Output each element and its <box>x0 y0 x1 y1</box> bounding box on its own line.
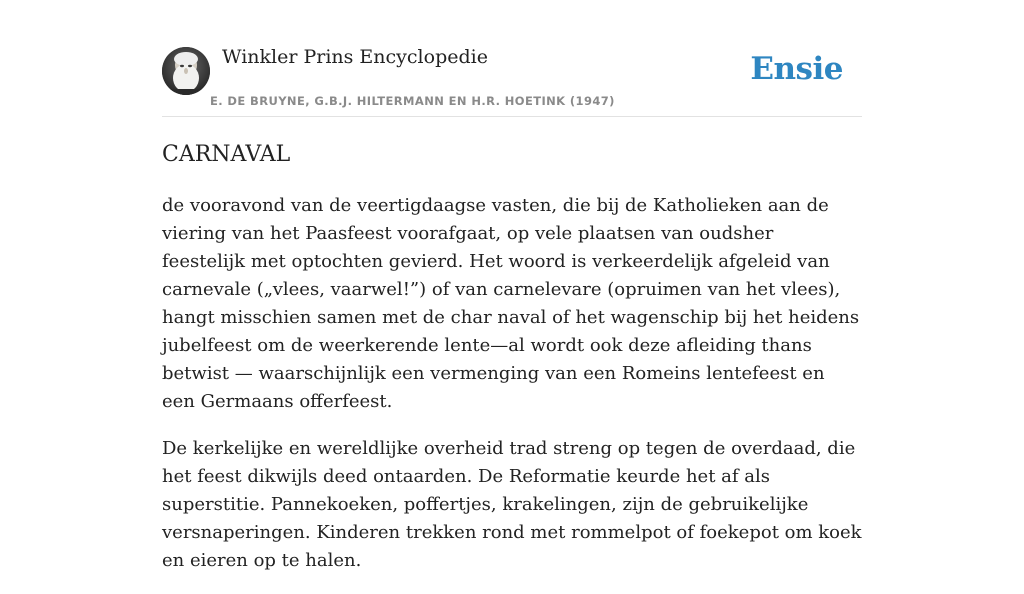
site-title[interactable]: Winkler Prins Encyclopedie <box>222 46 488 68</box>
avatar[interactable] <box>162 47 210 95</box>
header <box>162 0 862 117</box>
article-title: CARNAVAL <box>162 142 291 167</box>
article-body <box>162 192 862 594</box>
article-paragraph: De kerkelijke en wereldlijke overheid trad streng op tegen de overdaad, die het feest dikwijls deed ontaarden. De Reformatie keurde het af als superstitie. Pannekoeken, poffertjes, krakelingen, zijn de gebruikelijke versnaperingen. Kinderen trekken rond met rommelpot of foekepot om koek en eieren op te halen. <box>162 438 862 571</box>
brand-logo[interactable]: Ensie <box>750 51 843 87</box>
author-portrait-icon <box>162 47 210 95</box>
site-authors: E. DE BRUYNE, G.B.J. HILTERMANN EN H.R. HOETINK (1947) <box>210 94 615 108</box>
page <box>162 0 862 571</box>
article-paragraph: de vooravond van de veertigdaagse vasten, die bij de Katholieken aan de viering van het Paasfeest voorafgaat, op vele plaatsen van oudsher feestelijk met optochten gevierd. Het woord is verkeerdelijk afgeleid van carnevale („vlees, vaarwel!”) of van carnelevare (opruimen van het vlees), hangt misschien samen met de char naval of het wagenschip bij het heidens jubelfeest om de weerkerende lente—al wordt ook deze afleiding thans betwist — waarschijnlijk een vermenging van een Romeins lentefeest en een Germaans offerfeest. <box>162 195 860 412</box>
